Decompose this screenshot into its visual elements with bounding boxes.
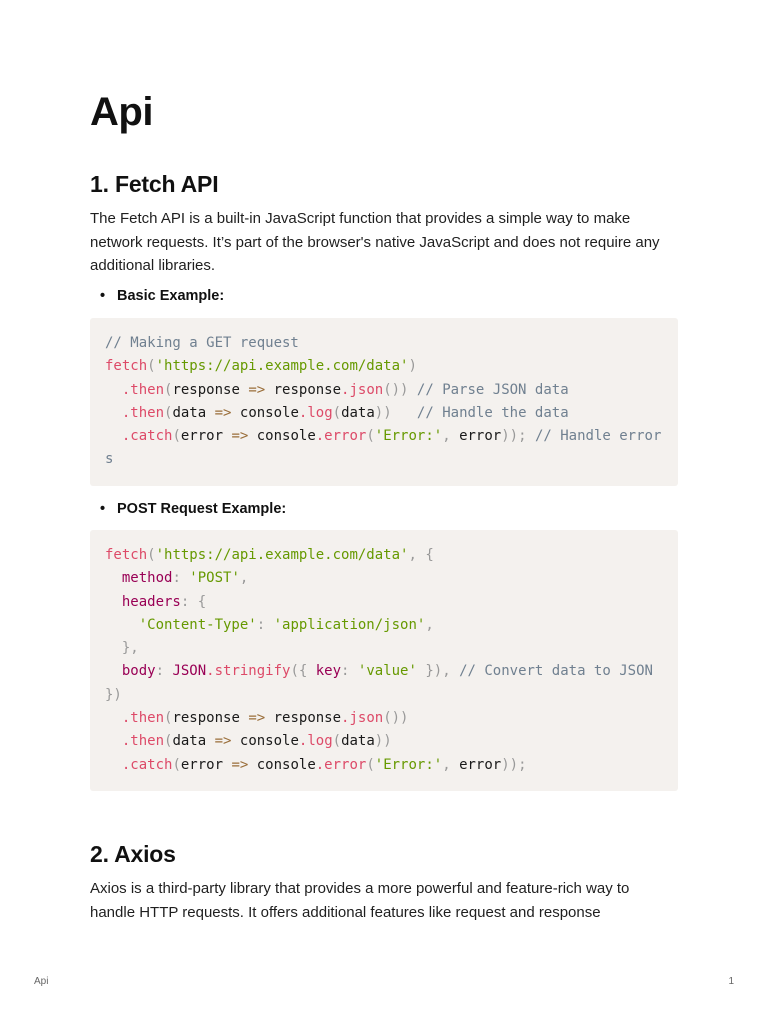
bullet-label: Basic Example: — [117, 288, 225, 304]
bullet-label: POST Request Example: — [117, 501, 287, 517]
code-line: }, — [121, 640, 139, 657]
code-line: .catch(error => console.error('Error:', error)); — [121, 756, 527, 773]
code-line: .then(response => response.json()) — [121, 710, 409, 727]
bullet-dot: • — [100, 501, 106, 517]
code-line: 'Content-Type': 'application/json', — [138, 616, 434, 633]
section-paragraph-axios: Axios is a third-party library that provides a more powerful and feature-rich way to handle HTTP requests. It offers additional features like request and response — [90, 880, 630, 921]
code-line: .then(data => console.log(data)) — [121, 733, 392, 750]
code-line: .catch(error => console.error('Error:', error)); // Handle errors — [105, 428, 662, 468]
footer-doc-title: Api — [34, 976, 49, 987]
code-line: method: 'POST', — [121, 570, 249, 587]
footer-page-number: 1 — [728, 976, 734, 987]
code-block-basic — [90, 318, 678, 486]
code-line: body: JSON.stringify({ key: 'value' }), // Convert data to JSON — [121, 663, 653, 680]
code-line: .then(response => response.json()) // Parse JSON data — [121, 381, 569, 398]
code-line: }) — [105, 686, 122, 703]
code-line: fetch('https://api.example.com/data') — [105, 358, 417, 375]
code-line: headers: { — [121, 593, 207, 610]
section-heading-axios: 2. Axios — [90, 841, 176, 867]
code-line: fetch('https://api.example.com/data', { — [105, 547, 434, 563]
bullet-post-example — [100, 501, 286, 517]
section-heading-fetch: 1. Fetch API — [90, 171, 219, 197]
bullet-basic-example — [100, 288, 224, 304]
code-line: .then(data => console.log(data)) // Handle the data — [121, 404, 569, 421]
code-block-post — [90, 530, 678, 791]
section-paragraph-fetch: The Fetch API is a built-in JavaScript function that provides a simple way to make network requests. It’s part of the browser's native JavaScript and does not require any additional libraries. — [90, 210, 660, 274]
code-line: // Making a GET request — [105, 335, 299, 351]
bullet-dot: • — [100, 288, 106, 304]
page-title: Api — [90, 90, 153, 134]
